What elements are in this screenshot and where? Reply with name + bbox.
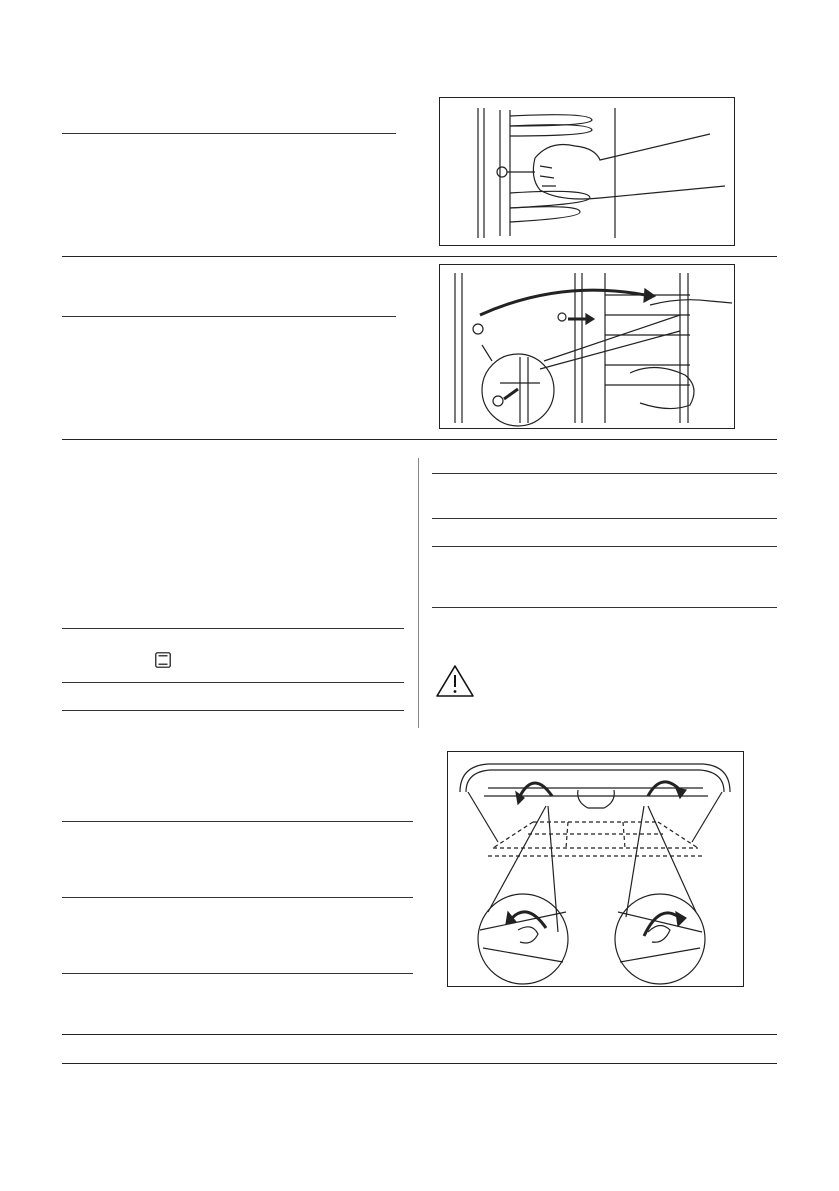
oven-function-icon xyxy=(155,652,171,668)
shelf-support-rear-detail-icon xyxy=(440,265,734,428)
bottom-divider-1 xyxy=(62,1034,777,1035)
column-divider xyxy=(418,458,419,728)
right-col-rule-1 xyxy=(432,473,777,474)
left-col-rule-2 xyxy=(62,682,404,683)
section-2-rule xyxy=(62,316,396,317)
section-divider-2 xyxy=(62,439,777,440)
right-col-rule-2 xyxy=(432,518,777,519)
remove-shelf-support-rear-figure xyxy=(439,264,735,429)
left-col-rule-3 xyxy=(62,710,404,711)
warning-triangle-icon xyxy=(435,664,475,698)
right-col-rule-4 xyxy=(432,607,777,608)
remove-shelf-support-front-figure xyxy=(439,97,735,246)
right-col-rule-3 xyxy=(432,546,777,547)
bottom-divider-2 xyxy=(62,1063,777,1064)
grill-heating-element-figure xyxy=(447,751,744,987)
lower-rule-1 xyxy=(62,821,413,822)
section-divider-1 xyxy=(62,256,777,257)
heating-element-lower-detail-icon xyxy=(448,752,743,986)
section-1-rule xyxy=(62,133,396,134)
lower-rule-2 xyxy=(62,897,413,898)
left-col-rule-1 xyxy=(62,628,404,629)
hand-pulling-shelf-support-icon xyxy=(440,98,734,245)
lower-rule-3 xyxy=(62,973,413,974)
